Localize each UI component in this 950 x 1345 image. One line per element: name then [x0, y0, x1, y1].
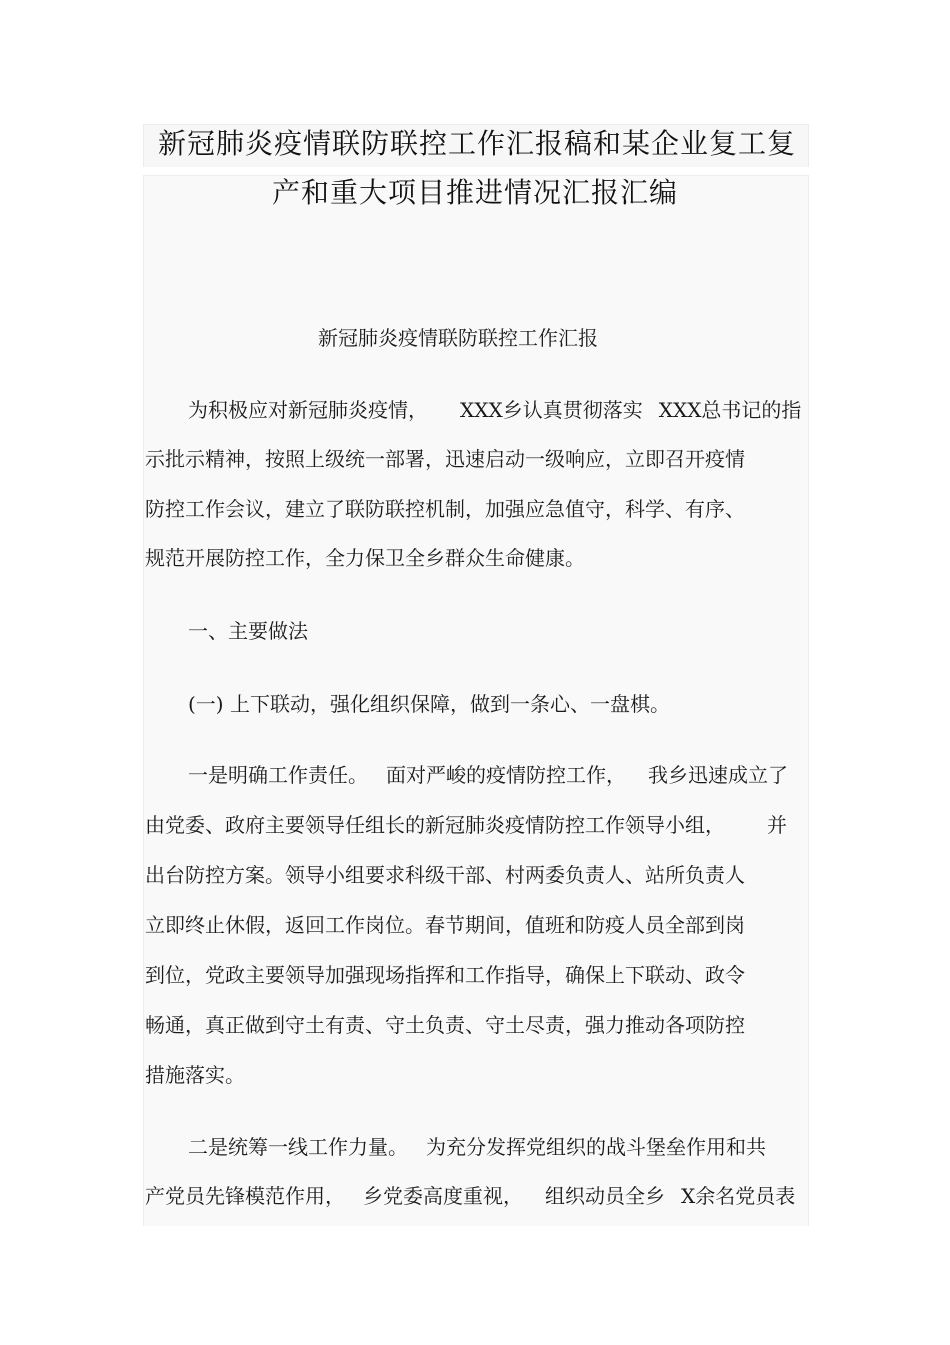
intro-line-4: 规范开展防控工作，全力保卫全乡群众生命健康。	[145, 546, 585, 570]
document-title-line-1: 新冠肺炎疫情联防联控工作汇报稿和某企业复工复	[158, 127, 797, 160]
intro-line-2: 示批示精神，按照上级统一部署，迅速启动一级响应，立即召开疫情	[145, 447, 745, 471]
section-title: 新冠肺炎疫情联防联控工作汇报	[318, 326, 598, 350]
intro-line-3: 防控工作会议，建立了联防联控机制，加强应急值守，科学、有序、	[145, 497, 745, 521]
intro-line-1-part-a: 为积极应对新冠肺炎疫情，	[188, 398, 428, 422]
document-title-line-2: 产和重大项目推进情况汇报汇编	[272, 176, 679, 209]
para2-line-2-part-a: 产党员先锋模范作用，	[145, 1184, 345, 1208]
para2-line-2	[145, 1181, 795, 1211]
intro-line-1-part-c: XXX总书记的指	[658, 398, 802, 422]
para2-line-2-part-d: X余名党员表	[681, 1184, 796, 1208]
para1-line-2-part-b: 并	[767, 813, 787, 837]
para1-line-1-part-b: 面对严峻的疫情防控工作，	[386, 763, 626, 787]
para1-line-2	[145, 810, 787, 840]
para2-line-1	[188, 1132, 766, 1162]
para1-line-4: 立即终止休假，返回工作岗位。春节期间，值班和防疫人员全部到岗	[145, 913, 745, 937]
intro-line-1-part-b: XXX乡认真贯彻落实	[460, 398, 643, 422]
para1-line-1-part-c: 我乡迅速成立了	[648, 763, 788, 787]
para2-line-2-part-c: 组织动员全乡	[545, 1184, 665, 1208]
para2-line-2-part-b: 乡党委高度重视，	[363, 1184, 523, 1208]
para2-line-1-part-b: 为充分发挥党组织的战斗堡垒作用和共	[426, 1135, 766, 1159]
subheading-1: (一) 上下联动，强化组织保障，做到一条心、一盘棋。	[188, 692, 670, 716]
para1-line-1-part-a: 一是明确工作责任。	[188, 763, 368, 787]
para1-line-1	[188, 760, 788, 790]
para1-line-5: 到位，党政主要领导加强现场指挥和工作指导，确保上下联动、政令	[145, 963, 745, 987]
para1-line-6: 畅通，真正做到守土有责、守土负责、守土尽责，强力推动各项防控	[145, 1013, 745, 1037]
para1-line-7: 措施落实。	[145, 1063, 245, 1087]
heading-main-practices: 一、主要做法	[188, 619, 308, 643]
intro-line-1	[188, 395, 801, 425]
para1-line-2-part-a: 由党委、政府主要领导任组长的新冠肺炎疫情防控工作领导小组，	[145, 813, 725, 837]
para2-line-1-part-a: 二是统筹一线工作力量。	[188, 1135, 408, 1159]
para1-line-3: 出台防控方案。领导小组要求科级干部、村两委负责人、站所负责人	[145, 863, 745, 887]
